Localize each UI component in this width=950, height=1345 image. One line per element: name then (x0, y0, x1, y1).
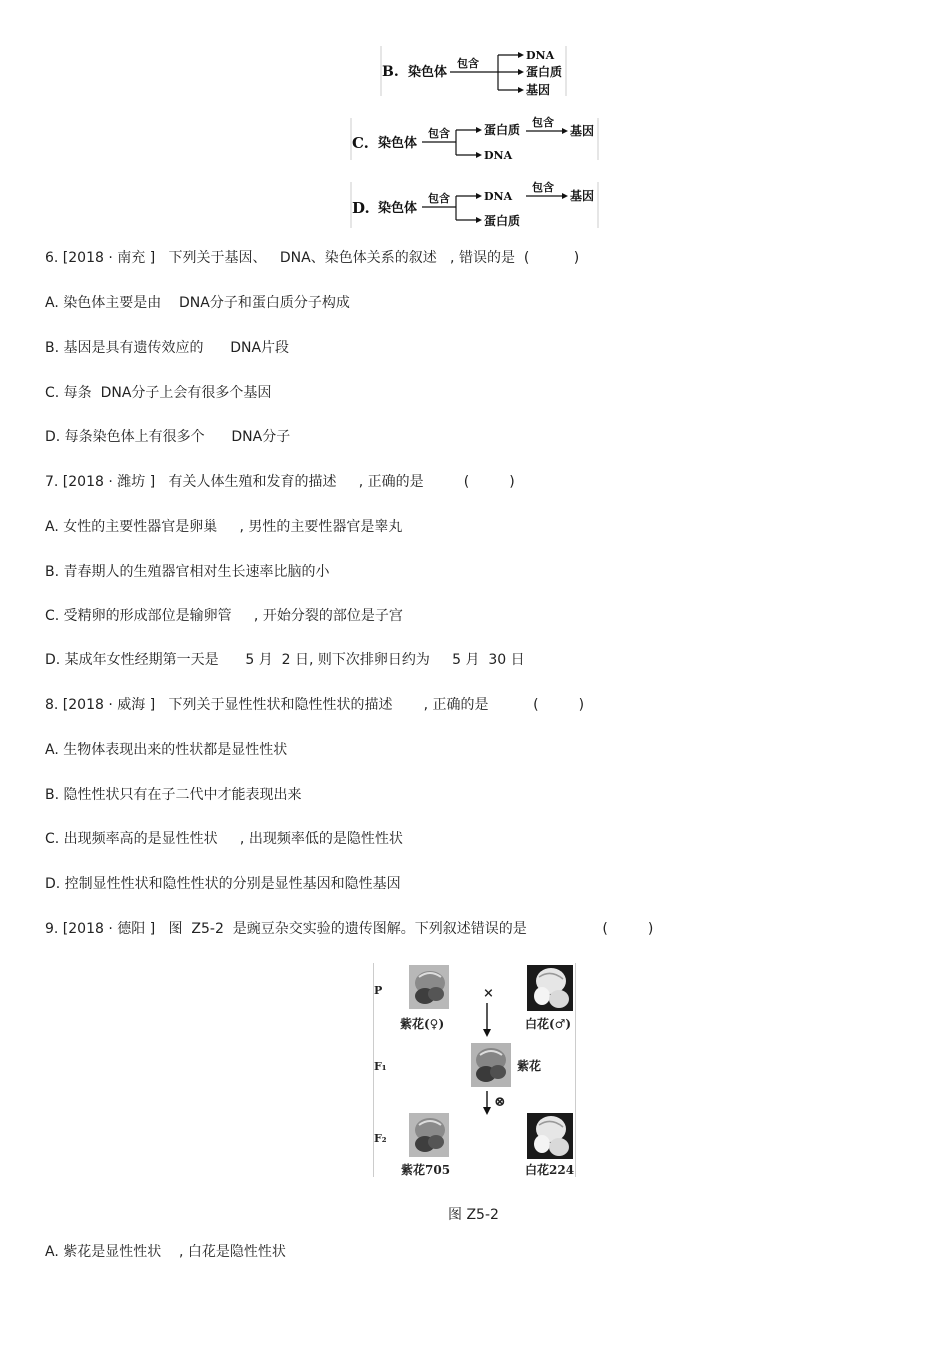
q8-option-b: B. 隐性性状只有在子二代中才能表现出来 (45, 787, 302, 803)
pea-cross-figure (373, 963, 578, 1177)
diagram-c-end: 基因 (570, 124, 595, 138)
f2-purple-flower-image (409, 1113, 449, 1157)
generation-p-label: P (374, 984, 383, 997)
q7-stem: 7. [2018 · 潍坊 ] 有关人体生殖和发育的描述 , 正确的是 ( ) (45, 474, 515, 490)
q6-option-b: B. 基因是具有遗传效应的 DNA片段 (45, 340, 290, 356)
f2-white-flower-image (527, 1113, 573, 1159)
diagram-d-edge2: 包含 (532, 181, 554, 194)
diagram-c-edge: 包含 (428, 127, 450, 140)
q6-option-c: C. 每条 DNA分子上会有很多个基因 (45, 385, 272, 401)
diagram-d-end: 基因 (570, 189, 595, 203)
diagram-option-d (350, 180, 600, 230)
diagram-d-bottom: 蛋白质 (484, 214, 521, 228)
p-female-label: 紫花(♀) (400, 1017, 445, 1031)
p-purple-flower-image (409, 965, 449, 1009)
q7-option-a: A. 女性的主要性器官是卵巢 , 男性的主要性器官是睾丸 (45, 519, 403, 535)
diagram-c-edge2: 包含 (532, 116, 554, 129)
diagram-b-target-2: 蛋白质 (526, 65, 563, 79)
q7-option-c: C. 受精卵的形成部位是输卵管 , 开始分裂的部位是子宫 (45, 608, 403, 624)
diagram-b-edge: 包含 (457, 57, 479, 70)
q9-option-a: A. 紫花是显性性状 , 白花是隐性性状 (45, 1244, 286, 1260)
diagram-b-target-1: DNA (526, 49, 555, 62)
self-arrow-icon (483, 1091, 491, 1115)
q6-option-d: D. 每条染色体上有很多个 DNA分子 (45, 429, 291, 445)
p-male-label: 白花(♂) (525, 1017, 572, 1031)
cross-arrow-icon (483, 1003, 491, 1037)
diagram-b-target-3: 基因 (526, 83, 551, 97)
diagram-d-letter: D. (352, 199, 370, 217)
p-white-flower-image (527, 965, 573, 1011)
f1-label: 紫花 (517, 1059, 542, 1073)
q8-stem: 8. [2018 · 威海 ] 下列关于显性性状和隐性性状的描述 , 正确的是 ( ) (45, 697, 585, 713)
diagram-option-b (380, 44, 570, 98)
generation-f1-label: F₁ (374, 1060, 387, 1073)
f1-purple-flower-image (471, 1043, 511, 1087)
figure-caption: 图 Z5-2 (448, 1207, 499, 1223)
q7-option-b: B. 青春期人的生殖器官相对生长速率比脑的小 (45, 564, 330, 580)
self-pollination-symbol: ⊗ (494, 1094, 506, 1110)
diagram-c-bottom: DNA (484, 149, 513, 162)
diagram-d-edge: 包含 (428, 192, 450, 205)
diagram-c-root: 染色体 (378, 136, 418, 151)
q6-option-a: A. 染色体主要是由 DNA分子和蛋白质分子构成 (45, 295, 350, 311)
q8-option-a: A. 生物体表现出来的性状都是显性性状 (45, 742, 288, 758)
diagram-b-letter: B. (382, 64, 399, 80)
diagram-c-letter: C. (352, 134, 369, 152)
diagram-d-top: DNA (484, 190, 513, 203)
f2-white-label: 白花224 (525, 1163, 575, 1177)
q9-stem: 9. [2018 · 德阳 ] 图 Z5-2 是豌豆杂交实验的遗传图解。下列叙述错误的是 ( ) (45, 921, 654, 937)
cross-symbol: × (483, 986, 494, 1001)
f2-purple-label: 紫花705 (401, 1163, 451, 1177)
q6-stem: 6. [2018 · 南充 ] 下列关于基因、 DNA、染色体关系的叙述 , 错误的是 ( ) (45, 250, 580, 266)
diagram-c-top: 蛋白质 (484, 123, 521, 137)
diagram-option-c (350, 116, 600, 162)
q8-option-c: C. 出现频率高的是显性性状 , 出现频率低的是隐性性状 (45, 831, 403, 847)
q7-option-d: D. 某成年女性经期第一天是 5 月 2 日, 则下次排卵日约为 5 月 30 日 (45, 652, 525, 668)
diagram-b-root: 染色体 (408, 65, 448, 80)
generation-f2-label: F₂ (374, 1132, 387, 1145)
diagram-d-root: 染色体 (378, 201, 418, 216)
q8-option-d: D. 控制显性性状和隐性性状的分别是显性基因和隐性基因 (45, 876, 401, 892)
